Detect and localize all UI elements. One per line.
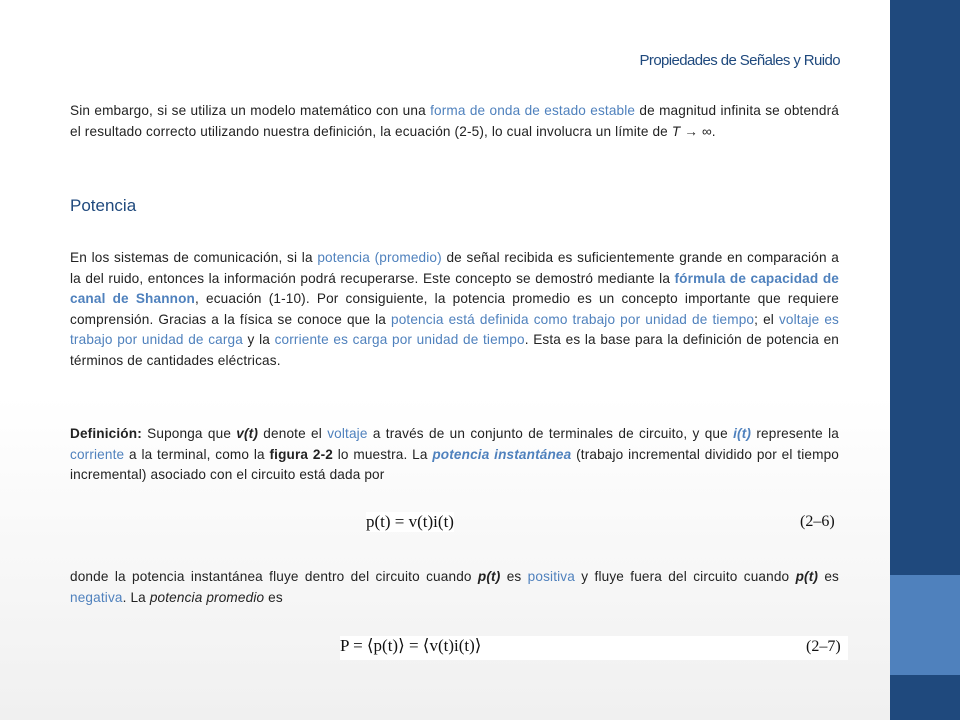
definition-paragraph: [70, 424, 839, 486]
text: es: [500, 569, 528, 584]
power-paragraph: [70, 248, 839, 372]
text: donde la potencia instantánea fluye dentro del circuito cuando: [70, 569, 478, 584]
highlight-current: corriente: [70, 446, 125, 462]
symbol-v: v(t): [236, 426, 259, 441]
highlight-power-def: potencia está definida como trabajo por unidad de tiempo: [390, 311, 755, 327]
text: .: [711, 123, 716, 139]
text: represente la: [751, 426, 839, 441]
sign-paragraph: [70, 567, 839, 608]
text: y la: [242, 332, 275, 348]
highlight-voltage-def: voltaje es trabajo por unidad de carga: [70, 311, 839, 348]
text: es: [264, 589, 283, 605]
symbol-p: p(t): [795, 569, 819, 584]
figure-ref: figura 2-2: [269, 446, 333, 462]
section-heading: Potencia: [70, 196, 137, 215]
math-limit: T → ∞: [671, 123, 712, 139]
symbol-i: i(t): [733, 426, 752, 441]
text: denote el: [258, 426, 328, 441]
highlight-average-power: potencia (promedio): [317, 250, 442, 265]
side-bar-accent: [890, 575, 960, 675]
text: Sin embargo, si se utiliza un modelo matemático con una: [70, 103, 431, 118]
symbol-p: p(t): [477, 569, 501, 584]
highlight-steady-state: forma de onda de estado estable: [430, 103, 636, 118]
intro-paragraph: [70, 101, 839, 142]
text: . Esta es la base para la definición de potencia en términos de cantidades eléctricas.: [70, 332, 839, 368]
text: (trabajo incremental dividido por el tiempo incremental) asociado con el circuito está dada por: [70, 446, 839, 483]
equation-2-7: [340, 636, 848, 660]
text: a la terminal, como la: [124, 446, 270, 462]
text: , ecuación (1-10). Por consiguiente, la potencia promedio es un concepto importante que requiere comprensión. Gracias a la física se conoce que la: [70, 291, 839, 327]
text: a través de un conjunto de terminales de circuito, y que: [367, 426, 734, 441]
equation-2-7-expr: P = ⟨p(t)⟩ = ⟨v(t)i(t)⟩: [340, 636, 482, 655]
equation-number-2-7: (2–7): [806, 638, 841, 655]
highlight-current-def: corriente es carga por unidad de tiempo: [274, 332, 525, 348]
text: de señal recibida es suficientemente grande en comparación a la del ruido, entonces la información podrá recuperarse. Este concepto se demostró mediante la: [70, 250, 840, 286]
highlight-instant-power: potencia instantánea: [432, 446, 572, 462]
text: de magnitud infinita se obtendrá el resultado correcto utilizando nuestra definición, la ecuación (2-5), lo cual involucra un límite de: [70, 103, 839, 139]
text: lo muestra. La: [332, 446, 433, 462]
slide-title: Propiedades de Señales y Ruido: [639, 52, 840, 69]
highlight-shannon: fórmula de capacidad de canal de Shannon: [70, 270, 839, 307]
equation-number-2-6: (2–6): [800, 513, 835, 530]
text: es: [818, 569, 840, 584]
text: En los sistemas de comunicación, si la: [70, 250, 318, 265]
text: Suponga que: [141, 426, 237, 441]
highlight-voltage: voltaje: [327, 426, 368, 441]
equation-2-6: p(t) = v(t)i(t): [366, 512, 454, 531]
average-power-term: potencia promedio: [149, 589, 265, 605]
text: y fluye fuera del circuito cuando: [574, 569, 796, 584]
definition-label: Definición:: [70, 426, 142, 441]
text: . La: [122, 589, 150, 605]
highlight-negative: negativa: [70, 589, 123, 605]
highlight-positive: positiva: [527, 569, 575, 584]
text: ; el: [754, 311, 779, 327]
